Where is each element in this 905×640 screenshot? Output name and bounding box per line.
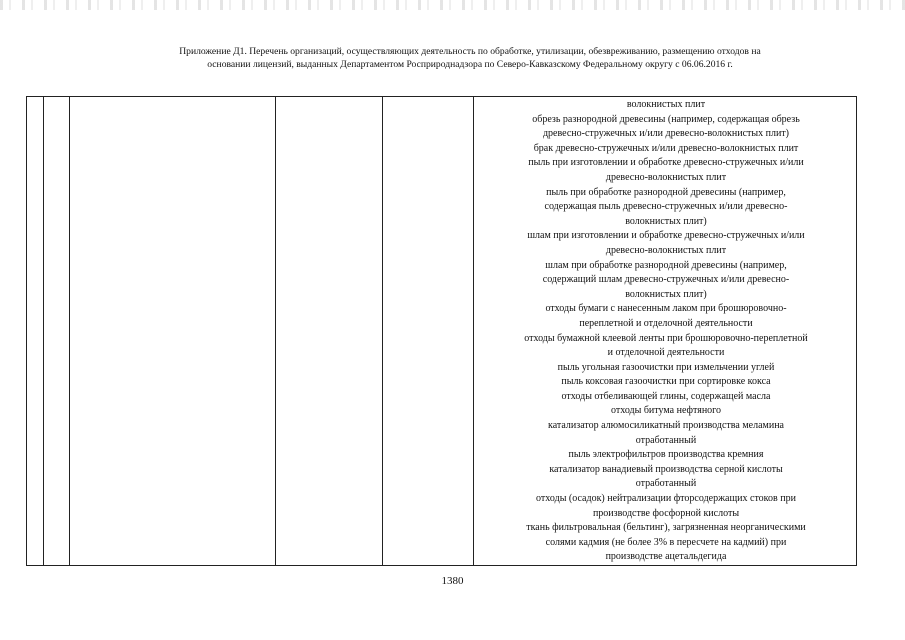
waste-item [474,492,858,521]
waste-item [474,259,858,303]
waste-item [474,448,858,463]
waste-item-line: волокнистых плит [626,99,706,110]
waste-item-line: ткань фильтровальная (бельтинг), загрязненная неорганическими [526,522,806,534]
waste-item-line: и отделочной деятельности [607,347,725,359]
licenses-table [26,96,857,566]
waste-item [474,390,858,405]
waste-item-line: отработанный [635,478,697,490]
header-line-1: Приложение Д1. Перечень организаций, осуществляющих деятельность по обработке, утилизации, обезвреживанию, размещению отходов на [179,46,761,57]
waste-item-line: отходы битума нефтяного [610,405,722,417]
waste-types-cell [474,98,858,565]
table-column-divider [43,97,44,565]
header-line-2: основании лицензий, выданных Департаментом Росприроднадзора по Северо-Кавказскому Федеральному округу с 06.06.2016 г. [207,59,733,71]
table-column-divider [382,97,383,565]
waste-item-line: переплетной и отделочной деятельности [579,317,753,329]
waste-item [474,332,858,361]
waste-item [474,186,858,230]
waste-item-line: древесно-волокнистых плит [605,171,727,183]
waste-item-line: брак древесно-стружечных и/или древесно-волокнистых плит [533,142,799,154]
waste-item [474,419,858,448]
waste-item-line: пыль коксовая газоочистки при сортировке кокса [561,376,771,388]
page-number: 1380 [441,575,464,587]
waste-item [474,404,858,419]
table-column-divider [69,97,70,565]
waste-item-line: волокнистых плит) [625,215,707,227]
waste-item [474,98,858,113]
waste-item-line: шлам при изготовлении и обработке древесно-стружечных и/или [527,230,805,242]
waste-item [474,113,858,142]
waste-item-line: волокнистых плит) [625,288,707,300]
waste-item-line: отходы бумажной клеевой ленты при брошюровочно-переплетной [524,332,808,344]
scan-edge-artifact [0,0,905,10]
waste-item [474,361,858,376]
waste-item-line: пыль при обработке разнородной древесины (например, [546,186,786,198]
waste-item [474,463,858,492]
waste-item [474,302,858,331]
waste-item-line: шлам при обработке разнородной древесины (например, [545,259,787,271]
waste-item-line: пыль электрофильтров производства кремния [568,449,764,461]
waste-item-line: содержащая пыль древесно-стружечных и/или древесно- [544,201,788,213]
waste-item-line: отходы (осадок) нейтрализации фторсодержащих стоков при [536,493,796,505]
table-column-divider [275,97,276,565]
waste-item-line: обрезь разнородной древесины (например, содержащая обрезь [532,113,800,125]
waste-item-line: древесно-волокнистых плит [605,244,727,256]
waste-item [474,375,858,390]
waste-item-line: пыль при изготовлении и обработке древесно-стружечных и/или [528,157,804,169]
waste-item [474,229,858,258]
waste-item [474,521,858,565]
waste-item-line: солями кадмия (не более 3% в пересчете на кадмий) при [545,536,787,548]
waste-item-line: пыль угольная газоочистки при измельчении углей [557,361,775,373]
waste-item-line: производстве фосфорной кислоты [592,507,740,519]
waste-item-line: катализатор алюмосиликатный производства меламина [548,420,784,432]
document-header [95,45,845,71]
waste-item-line: катализатор ванадиевый производства серной кислоты [549,463,783,475]
waste-item [474,142,858,157]
waste-item-line: древесно-стружечных и/или древесно-волокнистых плит) [542,128,790,140]
waste-item [474,156,858,185]
waste-item-line: отходы бумаги с нанесенным лаком при брошюровочно- [545,303,787,315]
waste-item-line: производстве ацетальдегида [605,551,727,563]
waste-item-line: отходы отбеливающей глины, содержащей масла [561,390,771,402]
waste-item-line: содержащий шлам древесно-стружечных и/или древесно- [542,274,790,286]
waste-item-line: отработанный [635,434,697,446]
